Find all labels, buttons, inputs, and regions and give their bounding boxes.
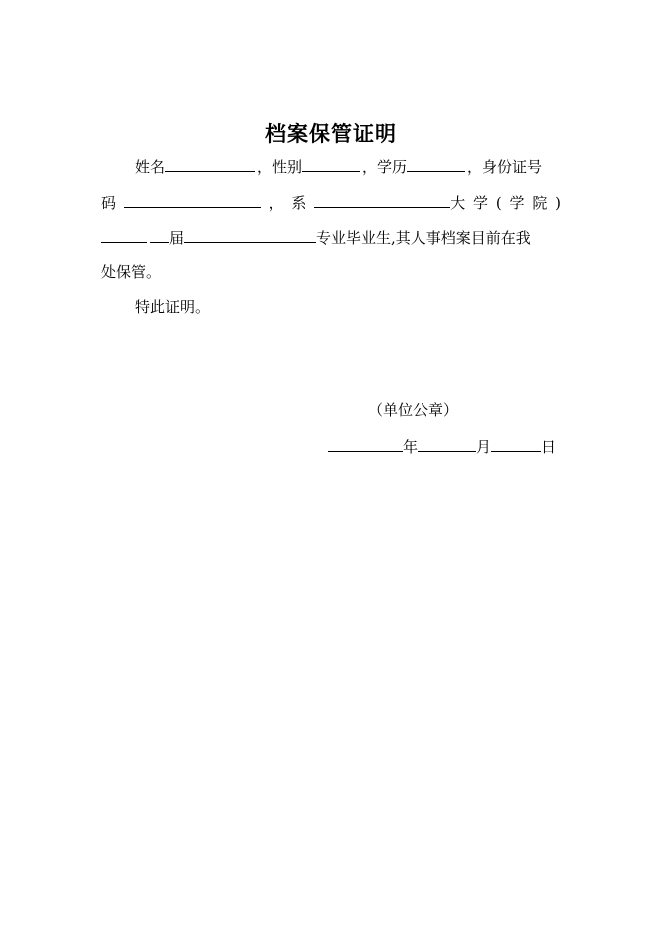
university-label-da: 大 <box>450 194 466 212</box>
name-blank <box>165 156 255 172</box>
hereby-certify-text: 特此证明。 <box>135 298 211 316</box>
education-label: ，学历 <box>362 158 408 176</box>
month-blank <box>418 436 476 452</box>
university-label-xue: 学 <box>473 194 489 212</box>
right-paren: ) <box>555 194 561 212</box>
class-label: 届 <box>169 229 185 247</box>
department-university-group <box>314 192 465 213</box>
organization-seal-label: （单位公章） <box>368 401 459 419</box>
education-blank <box>407 156 465 172</box>
name-gender-education-line <box>135 156 542 177</box>
document-title: 档案保管证明 <box>265 121 397 146</box>
custody-text: 处保管。 <box>101 263 162 281</box>
custody-line <box>101 262 161 282</box>
year-blank-2 <box>150 227 169 243</box>
department-label: 系 <box>291 194 307 212</box>
gender-blank <box>302 156 360 172</box>
hereby-certify-line <box>135 297 210 317</box>
college-label-xue: 学 <box>509 194 525 212</box>
day-label: 日 <box>541 438 557 456</box>
left-paren: ( <box>495 194 502 212</box>
month-label: 月 <box>476 438 492 456</box>
year-label: 年 <box>403 438 419 456</box>
gender-label: ，性别 <box>257 158 303 176</box>
id-number-blank <box>124 192 261 208</box>
comma: ， <box>268 194 284 212</box>
seal-line <box>368 400 458 420</box>
major-graduate-text: 专业毕业生,其人事档案目前在我 <box>316 229 531 247</box>
id-number-label: ，身份证号 <box>467 158 543 176</box>
college-label-yuan: 院 <box>532 194 548 212</box>
year-blank <box>101 227 147 243</box>
year-date-blank <box>328 436 403 452</box>
name-label: 姓名 <box>135 158 166 176</box>
day-blank <box>491 436 541 452</box>
department-blank <box>314 192 450 208</box>
id-number-label-cont: 码 <box>101 194 117 212</box>
major-blank <box>184 227 316 243</box>
class-major-line <box>101 227 531 248</box>
date-line <box>328 436 556 457</box>
id-department-line <box>101 192 561 213</box>
